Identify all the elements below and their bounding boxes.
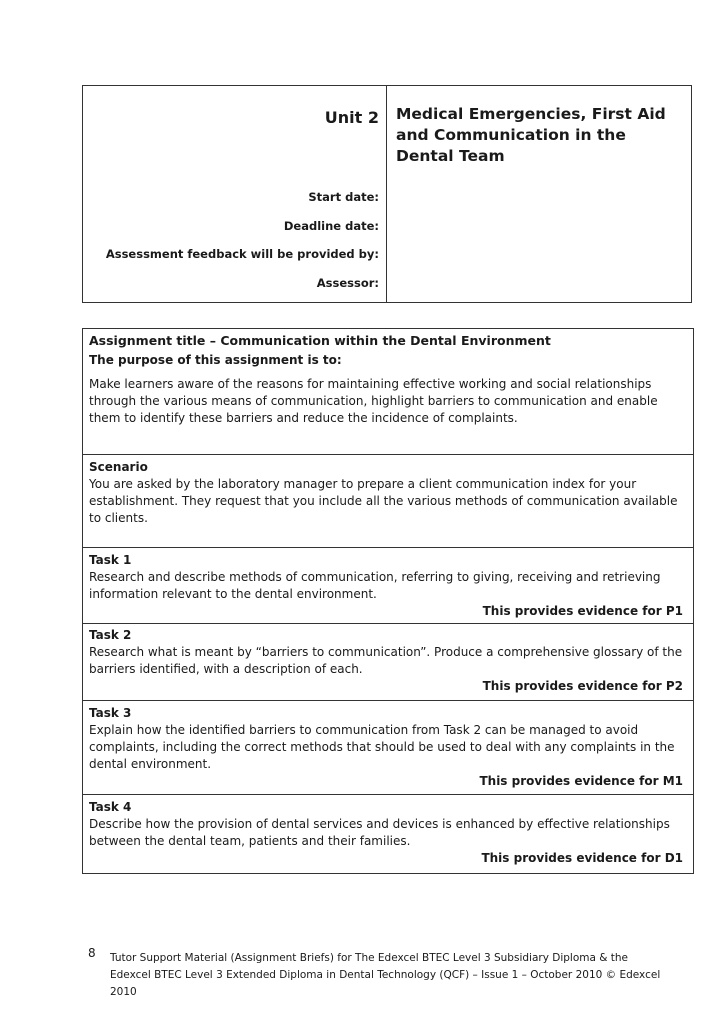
assignment-section [83,329,693,455]
task-row [83,624,693,701]
task-text: Research and describe methods of communication, referring to giving, receiving and retrieving information relevant to the dental environment. [89,570,661,601]
task-evidence: This provides evidence for D1 [481,851,683,865]
start-date-label: Start date: [308,190,379,204]
task-text: Describe how the provision of dental services and devices is enhanced by effective relationships between the dental team, patients and their families. [89,817,670,848]
task-evidence: This provides evidence for P2 [482,679,683,693]
task-heading: Task 1 [89,553,132,567]
task-row [83,795,693,873]
scenario-text: You are asked by the laboratory manager to prepare a client communication index for your establishment. They request that you include all the various methods of communication available to clients. [89,477,678,525]
task-heading: Task 3 [89,706,132,720]
task-row [83,548,693,624]
scenario-heading: Scenario [89,460,148,474]
assignment-table [82,328,694,874]
header-divider [386,86,387,302]
page-number: 8 [88,946,96,960]
task-heading: Task 2 [89,628,132,642]
assignment-title: Assignment title – Communication within the Dental Environment [89,333,551,348]
task-heading: Task 4 [89,800,132,814]
task-evidence: This provides evidence for P1 [482,604,683,618]
task-row [83,701,693,795]
unit-title: Medical Emergencies, First Aid and Communication in the Dental Team [396,105,666,165]
deadline-date-label: Deadline date: [283,219,379,233]
task-text: Research what is meant by “barriers to communication”. Produce a comprehensive glossary of the barriers identified, with a description of each. [89,645,683,676]
footer-text: Tutor Support Material (Assignment Briefs) for The Edexcel BTEC Level 3 Subsidiary Diploma & the Edexcel BTEC Level 3 Extended Diploma in Dental Technology (QCF) – Issue 1 – October 2010 © Edexcel 2010 [110,952,661,998]
unit-header-box [82,85,692,303]
purpose-heading: The purpose of this assignment is to: [89,353,342,367]
task-text: Explain how the identified barriers to communication from Task 2 can be managed to avoid complaints, including the correct methods that should be used to deal with any complaints in the dental environment. [89,723,675,771]
unit-label: Unit 2 [324,108,379,127]
assessor-label: Assessor: [316,276,379,290]
purpose-text: Make learners aware of the reasons for maintaining effective working and social relationships through the various means of communication, highlight barriers to communication and enable them to identify these barriers and reduce the incidence of complaints. [89,377,658,425]
feedback-label: Assessment feedback will be provided by: [105,247,379,261]
scenario-section [83,455,693,548]
task-evidence: This provides evidence for M1 [479,774,683,788]
